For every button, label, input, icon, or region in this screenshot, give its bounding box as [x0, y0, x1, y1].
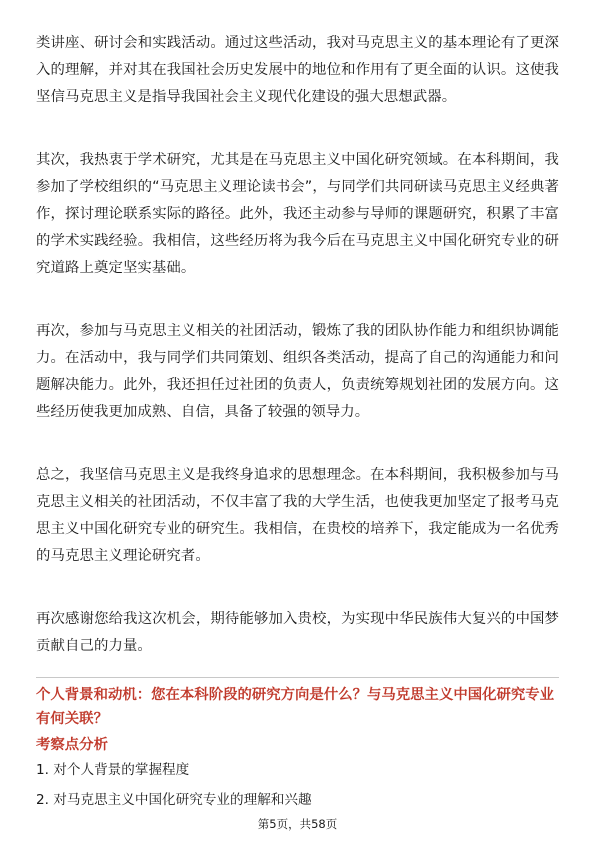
- body-paragraph-1: 类讲座、研讨会和实践活动。通过这些活动，我对马克思主义的基本理论有了更深入的理解，并对其在我国社会历史发展中的地位和作用有了更全面的认识。这使我坚信马克思主义是指导我国社会主义现代化建设的强大思想武器。: [36, 35, 559, 105]
- body-paragraph-5: 再次感谢您给我这次机会，期待能够加入贵校，为实现中华民族伟大复兴的中国梦贡献自己的力量。: [36, 611, 559, 654]
- analysis-item-1: 1. 对个人背景的掌握程度: [36, 762, 190, 778]
- section-divider: [36, 677, 559, 678]
- body-paragraph-2: 其次，我热衷于学术研究，尤其是在马克思主义中国化研究领域。在本科期间，我参加了学校组织的“马克思主义理论读书会”，与同学们共同研读马克思主义经典著作，探讨理论联系实际的路径。此外，我还主动参与导师的课题研究，积累了丰富的学术实践经验。我相信，这些经历将为我今后在马克思主义中国化研究专业的研究道路上奠定坚实基础。: [36, 152, 559, 276]
- interview-question: 个人背景和动机：您在本科阶段的研究方向是什么？与马克思主义中国化研究专业有何关联？: [36, 687, 555, 727]
- page-number-footer: 第5页，共58页: [257, 817, 338, 831]
- body-paragraph-4: 总之，我坚信马克思主义是我终身追求的思想理念。在本科期间，我积极参加与马克思主义相关的社团活动，不仅丰富了我的大学生活，也使我更加坚定了报考马克思主义中国化研究专业的研究生。我相信，在贵校的培养下，我定能成为一名优秀的马克思主义理论研究者。: [36, 467, 559, 564]
- analysis-item-2: 2. 对马克思主义中国化研究专业的理解和兴趣: [36, 792, 312, 808]
- body-paragraph-3: 再次，参加与马克思主义相关的社团活动，锻炼了我的团队协作能力和组织协调能力。在活动中，我与同学们共同策划、组织各类活动，提高了自己的沟通能力和问题解决能力。此外，我还担任过社团的负责人，负责统筹规划社团的发展方向。这些经历使我更加成熟、自信，具备了较强的领导力。: [36, 323, 559, 420]
- analysis-heading: 考察点分析: [36, 737, 108, 753]
